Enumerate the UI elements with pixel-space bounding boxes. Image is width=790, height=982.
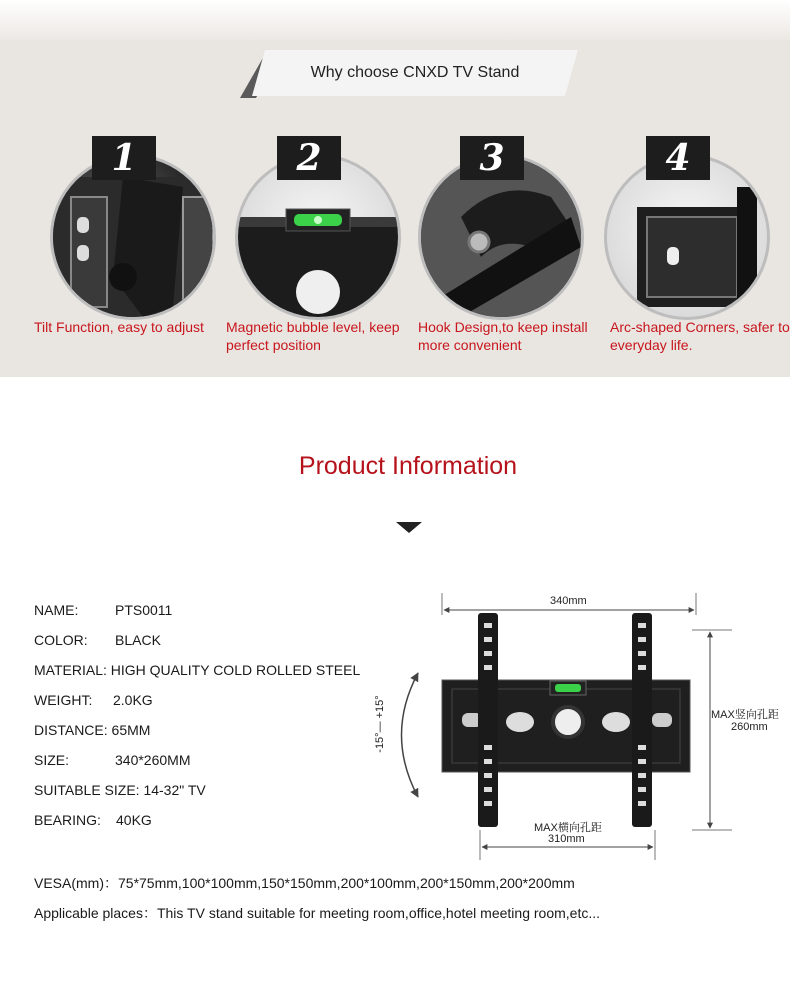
spec-bearing-label: BEARING: xyxy=(34,812,101,828)
spec-weight-value: 2.0KG xyxy=(113,692,153,708)
hook-icon xyxy=(421,157,581,317)
places-line xyxy=(34,903,600,923)
spec-suitable-size xyxy=(34,782,206,798)
places-value: This TV stand suitable for meeting room,office,hotel meeting room,etc... xyxy=(156,905,600,921)
tilt-bracket-icon xyxy=(53,157,213,317)
feature-2-caption: Magnetic bubble level, keep perfect position xyxy=(226,319,400,353)
spec-color-label: COLOR: xyxy=(34,632,88,648)
spec-color-value: BLACK xyxy=(115,632,161,648)
vesa-value: 75*75mm,100*100mm,150*150mm,200*100mm,200*150mm,200*200mm xyxy=(118,875,575,891)
top-fade xyxy=(0,0,790,40)
chevron-down-icon xyxy=(396,522,422,533)
spec-color xyxy=(34,632,161,648)
vesa-label: VESA(mm)： xyxy=(34,875,118,891)
width-label: 340mm xyxy=(550,595,587,607)
feature-4-caption: Arc-shaped Corners, safer to everyday life. xyxy=(610,319,790,353)
banner-title: Why choose CNXD TV Stand xyxy=(310,64,520,81)
tilt-arc xyxy=(402,673,419,797)
spec-suitable-label: SUITABLE SIZE: xyxy=(34,782,140,798)
vertical-label: MAX竖向孔距 xyxy=(711,709,779,721)
horizontal-value: 310mm xyxy=(548,833,585,845)
spec-bearing xyxy=(34,812,152,828)
spec-weight-label: WEIGHT: xyxy=(34,692,93,708)
spec-size-value: 340*260MM xyxy=(115,752,191,768)
feature-1-number: 1 xyxy=(92,136,156,180)
spec-distance-label: DISTANCE: xyxy=(34,722,108,738)
spec-material-label: MATERIAL: xyxy=(34,662,107,678)
horizontal-label: MAX横向孔距 xyxy=(534,822,602,834)
tilt-label: -15°— +15° xyxy=(374,695,386,753)
rounded-corner-icon xyxy=(607,157,767,317)
spec-suitable-value: 14-32" TV xyxy=(143,782,206,798)
spec-bearing-value: 40KG xyxy=(116,812,152,828)
spec-weight xyxy=(34,692,153,708)
spec-name-label: NAME: xyxy=(34,602,79,618)
spec-material-value: HIGH QUALITY COLD ROLLED STEEL xyxy=(110,662,361,678)
spec-name-value: PTS0011 xyxy=(115,602,173,618)
feature-3-caption: Hook Design,to keep install more convenient xyxy=(418,319,588,353)
vertical-value: 260mm xyxy=(731,721,768,733)
spec-distance xyxy=(34,722,150,738)
spec-size xyxy=(34,752,191,768)
right-arm xyxy=(632,613,652,827)
product-information-title: Product Information xyxy=(298,452,518,480)
spec-size-label: SIZE: xyxy=(34,752,70,768)
spec-distance-value: 65MM xyxy=(111,722,151,738)
feature-1-caption: Tilt Function, easy to adjust xyxy=(34,319,204,335)
spec-name xyxy=(34,602,173,618)
feature-3-number: 3 xyxy=(460,136,524,180)
feature-2-number: 2 xyxy=(277,136,341,180)
spec-material xyxy=(34,662,360,678)
places-label: Applicable places： xyxy=(34,905,157,921)
feature-4-number: 4 xyxy=(646,136,710,180)
left-arm xyxy=(478,613,498,827)
vesa-line xyxy=(34,873,575,893)
bubble-level-icon xyxy=(238,157,398,317)
